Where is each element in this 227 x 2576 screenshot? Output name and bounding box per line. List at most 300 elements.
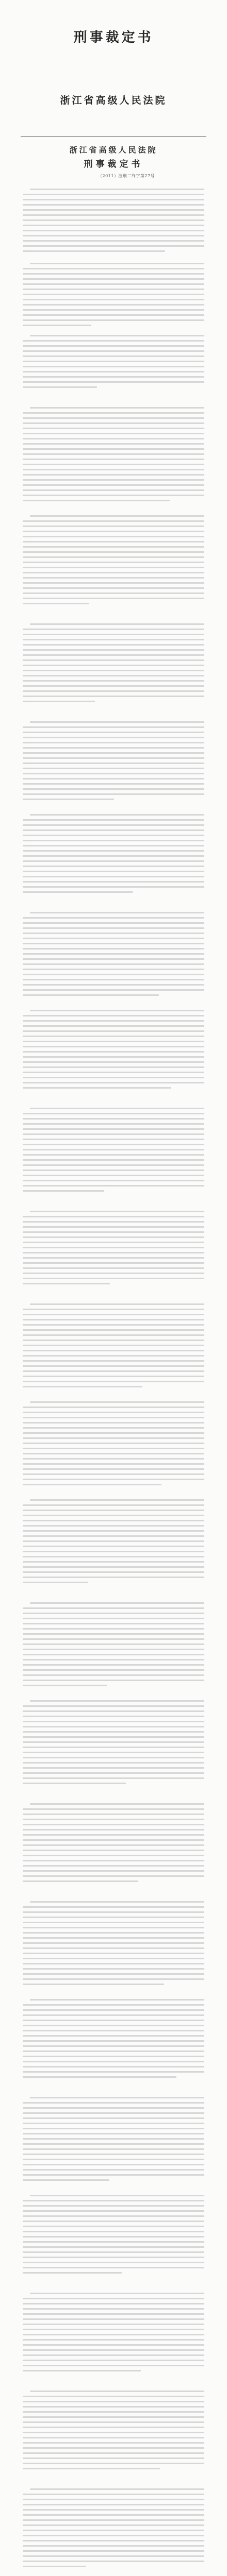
- text-line: [23, 742, 204, 743]
- text-line: [23, 1906, 204, 1908]
- text-line: [23, 1443, 204, 1444]
- text-line: [23, 773, 204, 774]
- text-line: [30, 1108, 204, 1109]
- text-line: [23, 1484, 161, 1485]
- text-line: [23, 1329, 204, 1331]
- text-line: [30, 721, 204, 723]
- text-line: [23, 2561, 204, 2562]
- text-line: [23, 1267, 204, 1269]
- text-line: [23, 1819, 204, 1820]
- case-number: （2011）浙刑二终字第27号: [98, 174, 155, 178]
- text-line: [23, 665, 204, 666]
- text-line: [23, 546, 204, 548]
- paragraph: [0, 263, 227, 330]
- text-line: [23, 484, 204, 486]
- text-line: [23, 1669, 204, 1671]
- text-line: [30, 407, 204, 409]
- text-line: [23, 1834, 204, 1836]
- text-line: [23, 2411, 204, 2413]
- text-line: [23, 943, 204, 944]
- text-line: [23, 762, 204, 764]
- text-line: [23, 1030, 204, 1032]
- text-line: [23, 1236, 204, 1238]
- text-line: [23, 2025, 204, 2026]
- text-line: [23, 1607, 204, 1609]
- text-line: [23, 1015, 204, 1016]
- text-line: [23, 433, 204, 434]
- text-line: [23, 1159, 204, 1161]
- text-line: [30, 2293, 204, 2294]
- text-line: [23, 1762, 204, 1764]
- text-line: [23, 917, 204, 919]
- text-line: [23, 2066, 204, 2067]
- text-line: [23, 289, 204, 290]
- text-line: [23, 2117, 204, 2119]
- text-line: [23, 474, 204, 476]
- text-line: [23, 1721, 204, 1722]
- paragraph: [0, 335, 227, 392]
- text-line: [23, 1958, 204, 1959]
- text-line: [23, 680, 204, 682]
- text-line: [23, 2416, 204, 2418]
- text-line: [23, 1051, 204, 1053]
- text-line: [30, 2195, 204, 2196]
- text-line: [23, 283, 204, 285]
- text-line: [23, 2458, 204, 2459]
- text-line: [23, 969, 204, 970]
- text-line: [23, 381, 204, 383]
- text-line: [23, 2030, 204, 2031]
- text-line: [23, 459, 204, 460]
- text-line: [23, 1520, 204, 1521]
- text-line: [23, 2427, 204, 2428]
- text-line: [23, 1365, 204, 1367]
- text-line: [23, 1772, 204, 1774]
- text-line: [23, 2540, 204, 2541]
- text-line: [23, 598, 204, 599]
- text-line: [23, 2138, 204, 2140]
- text-line: [23, 1515, 204, 1516]
- text-line: [23, 2401, 204, 2402]
- text-line: [23, 2339, 204, 2341]
- text-line: [23, 1705, 204, 1707]
- text-line: [23, 829, 204, 831]
- text-line: [23, 1324, 204, 1326]
- text-line: [23, 2324, 204, 2325]
- text-line: [23, 2442, 204, 2444]
- text-line: [23, 273, 204, 275]
- text-line: [30, 912, 204, 913]
- text-line: [23, 225, 204, 226]
- text-line: [23, 639, 204, 640]
- text-line: [23, 1850, 204, 1851]
- text-line: [23, 1582, 88, 1583]
- text-line: [23, 737, 204, 738]
- text-line: [23, 1340, 204, 1341]
- text-line: [23, 520, 204, 522]
- text-line: [23, 1855, 204, 1856]
- text-line: [30, 515, 204, 517]
- text-line: [23, 1984, 164, 1985]
- text-line: [30, 1499, 204, 1501]
- text-line: [23, 1685, 107, 1686]
- text-line: [23, 2164, 204, 2165]
- text-line: [23, 1278, 204, 1279]
- text-line: [23, 1262, 204, 1264]
- text-line: [23, 2159, 204, 2160]
- text-line: [23, 1190, 104, 1192]
- text-line: [23, 2020, 204, 2021]
- paragraph: [0, 2488, 227, 2571]
- text-line: [23, 1334, 204, 1336]
- text-line: [23, 2298, 204, 2299]
- text-line: [23, 1613, 204, 1614]
- text-line: [30, 1999, 204, 2001]
- text-line: [23, 2210, 204, 2212]
- text-line: [23, 2009, 204, 2011]
- text-line: [23, 881, 204, 883]
- text-line: [23, 1741, 204, 1743]
- text-line: [23, 438, 204, 439]
- paragraph: [0, 2293, 227, 2375]
- text-line: [23, 1087, 171, 1089]
- text-line: [23, 278, 204, 280]
- text-line: [23, 567, 204, 568]
- text-line: [23, 1546, 204, 1547]
- text-line: [23, 1128, 204, 1130]
- text-line: [23, 2308, 204, 2310]
- text-line: [23, 1968, 204, 1970]
- text-line: [23, 2396, 204, 2397]
- text-line: [23, 659, 204, 661]
- text-line: [23, 1643, 204, 1645]
- text-line: [23, 2566, 86, 2567]
- text-line: [23, 2509, 204, 2511]
- text-line: [23, 1154, 204, 1156]
- text-line: [23, 2463, 204, 2464]
- text-line: [23, 2205, 204, 2207]
- text-line: [23, 948, 204, 950]
- text-line: [30, 1010, 204, 1011]
- paragraph: [0, 1108, 227, 1195]
- text-line: [23, 1180, 204, 1181]
- text-line: [23, 1139, 204, 1140]
- text-line: [23, 1221, 204, 1223]
- text-line: [23, 1953, 204, 1954]
- text-line: [23, 1860, 204, 1861]
- text-line: [23, 644, 204, 646]
- text-line: [23, 1350, 204, 1351]
- text-line: [23, 1252, 204, 1253]
- text-line: [23, 1386, 142, 1387]
- text-line: [23, 1731, 204, 1733]
- text-line: [23, 1922, 204, 1923]
- text-line: [30, 623, 204, 625]
- cover-title: 刑事裁定书: [73, 30, 154, 45]
- text-line: [23, 1963, 204, 1964]
- text-line: [23, 860, 204, 862]
- text-line: [23, 2040, 204, 2042]
- paragraph: [0, 1803, 227, 1886]
- text-line: [23, 1865, 204, 1867]
- text-line: [23, 214, 204, 216]
- text-line: [30, 1211, 204, 1212]
- text-line: [30, 814, 204, 816]
- text-line: [23, 2329, 204, 2330]
- cover-court-name: 浙江省高级人民法院: [60, 95, 167, 106]
- text-line: [23, 1674, 204, 1676]
- text-line: [23, 299, 204, 300]
- text-line: [23, 1309, 204, 1310]
- text-line: [23, 495, 204, 496]
- text-line: [23, 531, 204, 532]
- text-line: [30, 335, 204, 336]
- text-line: [23, 556, 204, 558]
- text-line: [23, 1149, 204, 1150]
- text-line: [23, 2360, 204, 2361]
- text-line: [23, 819, 204, 821]
- text-line: [23, 1927, 204, 1928]
- text-line: [23, 386, 97, 388]
- inner-court-name: 浙江省高级人民法院: [69, 145, 158, 155]
- text-line: [23, 1175, 204, 1176]
- text-line: [23, 1412, 204, 1413]
- text-line: [23, 1242, 204, 1243]
- text-line: [23, 2524, 204, 2526]
- text-line: [23, 685, 204, 687]
- text-line: [23, 958, 204, 960]
- text-line: [23, 1118, 204, 1120]
- paragraph: [0, 189, 227, 258]
- text-line: [23, 1376, 204, 1377]
- text-line: [23, 2128, 204, 2129]
- text-line: [23, 2231, 204, 2232]
- text-line: [23, 1757, 204, 1758]
- text-line: [23, 726, 204, 728]
- paragraph: [0, 1303, 227, 1391]
- text-line: [23, 1638, 204, 1640]
- text-line: [23, 2550, 204, 2552]
- text-line: [23, 1463, 204, 1465]
- text-line: [30, 1803, 204, 1805]
- text-line: [30, 1401, 204, 1403]
- text-line: [23, 230, 204, 231]
- text-line: [23, 2143, 204, 2145]
- text-line: [23, 2107, 204, 2109]
- text-line: [23, 1880, 138, 1882]
- text-line: [23, 824, 204, 826]
- text-line: [23, 1185, 204, 1187]
- text-line: [23, 783, 204, 785]
- text-line: [23, 1618, 204, 1619]
- text-line: [23, 464, 204, 465]
- text-line: [23, 536, 204, 537]
- text-line: [23, 1061, 204, 1063]
- text-line: [23, 577, 204, 579]
- text-line: [23, 1453, 204, 1454]
- text-line: [23, 788, 204, 790]
- text-line: [23, 2421, 204, 2423]
- text-line: [23, 2102, 204, 2104]
- paragraph: [0, 1602, 227, 1690]
- text-line: [23, 1077, 204, 1078]
- text-line: [23, 2545, 204, 2547]
- text-line: [23, 250, 165, 252]
- text-line: [23, 1082, 204, 1083]
- text-line: [23, 1473, 204, 1475]
- text-line: [23, 1783, 126, 1784]
- paragraph: [0, 2195, 227, 2277]
- text-line: [23, 1283, 110, 1284]
- text-line: [23, 1577, 204, 1578]
- paragraph: [0, 1999, 227, 2081]
- text-line: [23, 2334, 204, 2335]
- text-line: [23, 654, 204, 656]
- text-line: [23, 701, 95, 702]
- text-line: [23, 1808, 204, 1810]
- text-line: [23, 366, 204, 367]
- text-line: [23, 649, 204, 651]
- text-line: [30, 1602, 204, 1604]
- text-line: [23, 2076, 176, 2078]
- text-line: [30, 1303, 204, 1305]
- paragraph: [0, 2097, 227, 2184]
- text-line: [23, 845, 204, 846]
- text-line: [23, 1551, 204, 1552]
- text-line: [23, 1170, 204, 1171]
- text-line: [23, 1468, 204, 1470]
- text-line: [23, 2123, 204, 2124]
- paragraph: [0, 1700, 227, 1788]
- text-line: [23, 1814, 204, 1815]
- text-line: [23, 2179, 109, 2181]
- text-line: [30, 2391, 204, 2392]
- text-line: [23, 489, 204, 491]
- text-line: [23, 479, 204, 481]
- text-line: [23, 2447, 204, 2449]
- text-line: [23, 1417, 204, 1418]
- text-line: [23, 1046, 204, 1047]
- text-line: [23, 587, 204, 589]
- paragraph: [0, 814, 227, 896]
- text-line: [23, 922, 204, 924]
- text-line: [23, 2555, 204, 2557]
- text-line: [23, 2050, 204, 2052]
- text-line: [23, 2226, 204, 2227]
- text-line: [23, 2241, 204, 2243]
- text-line: [23, 1777, 204, 1779]
- text-line: [23, 355, 204, 357]
- text-line: [23, 855, 204, 857]
- text-line: [23, 1736, 204, 1738]
- text-line: [23, 1113, 204, 1114]
- text-line: [23, 2262, 204, 2263]
- text-line: [23, 1066, 204, 1068]
- text-line: [23, 1664, 204, 1666]
- text-line: [23, 1767, 204, 1769]
- text-line: [23, 989, 204, 991]
- text-line: [23, 2354, 204, 2356]
- text-line: [23, 1525, 204, 1527]
- text-line: [23, 1036, 204, 1037]
- text-line: [23, 2148, 204, 2150]
- text-line: [23, 309, 204, 311]
- paragraph: [0, 1211, 227, 1288]
- text-line: [23, 1504, 204, 1506]
- text-line: [23, 469, 204, 470]
- text-line: [23, 1556, 204, 1557]
- text-line: [23, 541, 204, 543]
- text-line: [23, 1633, 204, 1635]
- text-line: [23, 2494, 204, 2495]
- text-line: [23, 422, 204, 424]
- text-line: [23, 2318, 204, 2320]
- text-line: [23, 1216, 204, 1217]
- text-line: [23, 2406, 204, 2408]
- text-line: [23, 1561, 204, 1563]
- text-line: [23, 294, 204, 295]
- text-line: [23, 1623, 204, 1624]
- text-line: [23, 1649, 204, 1650]
- text-line: [23, 1164, 204, 1166]
- inner-document-title: 刑事裁定书: [84, 159, 143, 170]
- paragraph: [0, 623, 227, 706]
- text-line: [23, 2236, 204, 2238]
- text-line: [23, 1226, 204, 1228]
- text-line: [23, 2349, 204, 2351]
- text-line: [23, 345, 204, 347]
- text-line: [23, 204, 204, 206]
- text-line: [23, 340, 204, 342]
- text-line: [23, 1422, 204, 1423]
- text-line: [23, 876, 204, 877]
- text-line: [23, 1458, 204, 1460]
- text-line: [23, 572, 204, 573]
- paragraph: [0, 721, 227, 804]
- text-line: [23, 245, 204, 247]
- text-line: [23, 1947, 204, 1949]
- text-line: [23, 891, 133, 893]
- text-line: [23, 1654, 204, 1655]
- paragraph: [0, 1010, 227, 1092]
- text-line: [23, 2200, 204, 2201]
- text-line: [23, 938, 204, 939]
- text-line: [23, 2045, 204, 2047]
- text-line: [23, 799, 114, 800]
- text-line: [23, 371, 204, 372]
- text-line: [23, 2215, 204, 2217]
- text-line: [23, 304, 204, 306]
- text-line: [23, 1360, 204, 1362]
- text-line: [23, 319, 204, 321]
- text-line: [23, 443, 204, 445]
- text-line: [23, 350, 204, 352]
- text-line: [23, 994, 159, 996]
- text-line: [23, 1839, 204, 1841]
- text-line: [23, 1571, 204, 1573]
- text-line: [23, 886, 204, 888]
- text-line: [23, 696, 204, 697]
- text-line: [23, 2365, 204, 2366]
- text-line: [30, 1901, 204, 1903]
- text-line: [23, 2272, 122, 2274]
- text-line: [23, 1932, 204, 1934]
- text-line: [23, 2437, 204, 2438]
- text-line: [23, 1726, 204, 1727]
- paragraph: [0, 912, 227, 999]
- text-line: [23, 979, 204, 980]
- text-line: [23, 2514, 204, 2516]
